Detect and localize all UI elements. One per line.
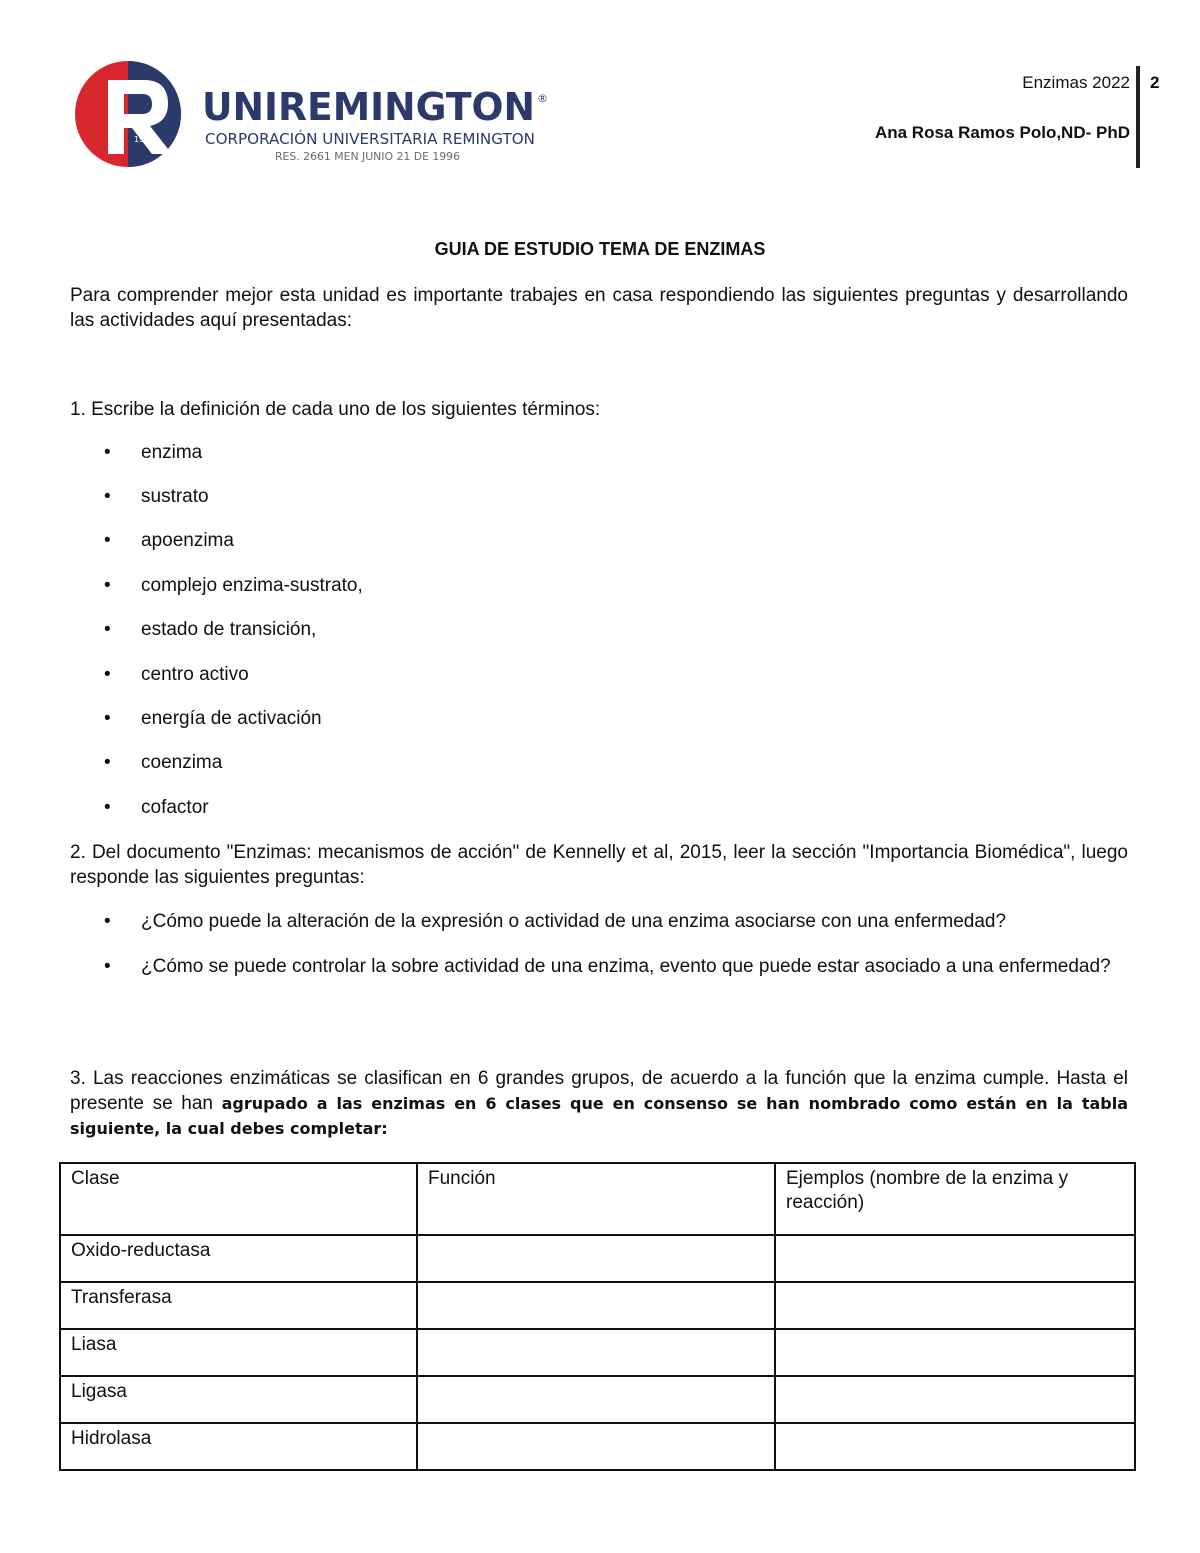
column-header-clase: Clase: [60, 1163, 417, 1235]
table-header-row: [60, 1163, 1135, 1235]
author: Ana Rosa Ramos Polo,ND- PhD: [874, 123, 1130, 142]
doc-title: Enzimas 2022: [1022, 73, 1130, 92]
table-cell-clase: Oxido-reductasa: [60, 1235, 417, 1282]
bullet-icon: •: [104, 486, 111, 507]
list-item: • ¿Cómo puede la alteración de la expresión o actividad de una enzima asociarse con una enfermedad?: [104, 911, 1007, 932]
question-3-text-bold: agrupado a las enzimas en 6 clases que en consenso se han nombrado como están en la tabla siguiente, la cual debes completar:: [70, 1094, 1129, 1138]
list-item: • energía de activación: [104, 708, 322, 729]
bullet-icon: •: [104, 530, 111, 551]
table-cell-ejemplos[interactable]: [775, 1329, 1135, 1376]
question-2: 2. Del documento "Enzimas: mecanismos de acción" de Kennelly et al, 2015, leer la sección "Importancia Biomédica", luego responde las siguientes preguntas:: [70, 842, 1128, 888]
table-cell-clase: Transferasa: [60, 1282, 417, 1329]
page-number: 2: [1150, 73, 1160, 92]
table-cell-clase: Ligasa: [60, 1376, 417, 1423]
list-item: • estado de transición,: [104, 619, 317, 640]
table-row: [60, 1376, 1135, 1423]
question-3-text: 3. Las reacciones enzimáticas se clasifican en 6 grandes grupos, de acuerdo a la función que la enzima cumple. Hasta el presente se han: [70, 1068, 1128, 1114]
table-cell-funcion[interactable]: [417, 1282, 775, 1329]
bullet-icon: •: [104, 619, 111, 640]
logo-name: UNIREMINGTON: [202, 85, 535, 129]
list-item: • cofactor: [104, 797, 209, 818]
bullet-icon: •: [104, 575, 111, 596]
header-divider: [1136, 66, 1140, 168]
list-item: • apoenzima: [104, 530, 234, 551]
table-cell-ejemplos[interactable]: [775, 1282, 1135, 1329]
table-cell-ejemplos[interactable]: [775, 1235, 1135, 1282]
table-row: [60, 1423, 1135, 1470]
list-item: • centro activo: [104, 664, 249, 685]
bullet-icon: •: [104, 708, 111, 729]
bullet-icon: •: [104, 797, 111, 818]
column-header-funcion: Función: [417, 1163, 775, 1235]
table-cell-clase: Hidrolasa: [60, 1423, 417, 1470]
table-cell-funcion[interactable]: [417, 1376, 775, 1423]
bullet-icon: •: [104, 752, 111, 773]
enzyme-classes-table: [59, 1162, 1136, 1471]
bullet-icon: •: [104, 911, 111, 932]
table-row: [60, 1329, 1135, 1376]
table-cell-funcion[interactable]: [417, 1235, 775, 1282]
page-title: GUIA DE ESTUDIO TEMA DE ENZIMAS: [434, 239, 766, 259]
list-item: • sustrato: [104, 486, 209, 507]
table-cell-funcion[interactable]: [417, 1423, 775, 1470]
logo-subtitle: CORPORACIÓN UNIVERSITARIA REMINGTON: [205, 130, 532, 148]
bullet-icon: •: [104, 442, 111, 463]
table-cell-clase: Liasa: [60, 1329, 417, 1376]
table-cell-ejemplos[interactable]: [775, 1423, 1135, 1470]
logo-year: 1915: [134, 135, 155, 144]
bullet-icon: •: [104, 664, 111, 685]
list-item: • ¿Cómo se puede controlar la sobre actividad de una enzima, evento que puede estar asociado a una enfermedad?: [104, 956, 1111, 977]
column-header-ejemplos: Ejemplos (nombre de la enzima y reacción): [775, 1163, 1135, 1235]
question-3: [70, 1066, 1128, 1141]
list-item: • coenzima: [104, 752, 223, 773]
logo-resolution: RES. 2661 MEN JUNIO 21 DE 1996: [275, 150, 460, 163]
uniremington-logo: [72, 58, 552, 170]
bullet-icon: •: [104, 956, 111, 977]
table-row: [60, 1282, 1135, 1329]
question-1: 1. Escribe la definición de cada uno de los siguientes términos:: [70, 399, 601, 420]
logo-registered: ®: [537, 92, 548, 105]
list-item: • enzima: [104, 442, 203, 463]
list-item: • complejo enzima-sustrato,: [104, 575, 363, 596]
intro-paragraph: Para comprender mejor esta unidad es importante trabajes en casa respondiendo las siguientes preguntas y desarrollando las actividades aquí presentadas:: [70, 285, 1128, 331]
table-cell-funcion[interactable]: [417, 1329, 775, 1376]
table-row: [60, 1235, 1135, 1282]
table-cell-ejemplos[interactable]: [775, 1376, 1135, 1423]
